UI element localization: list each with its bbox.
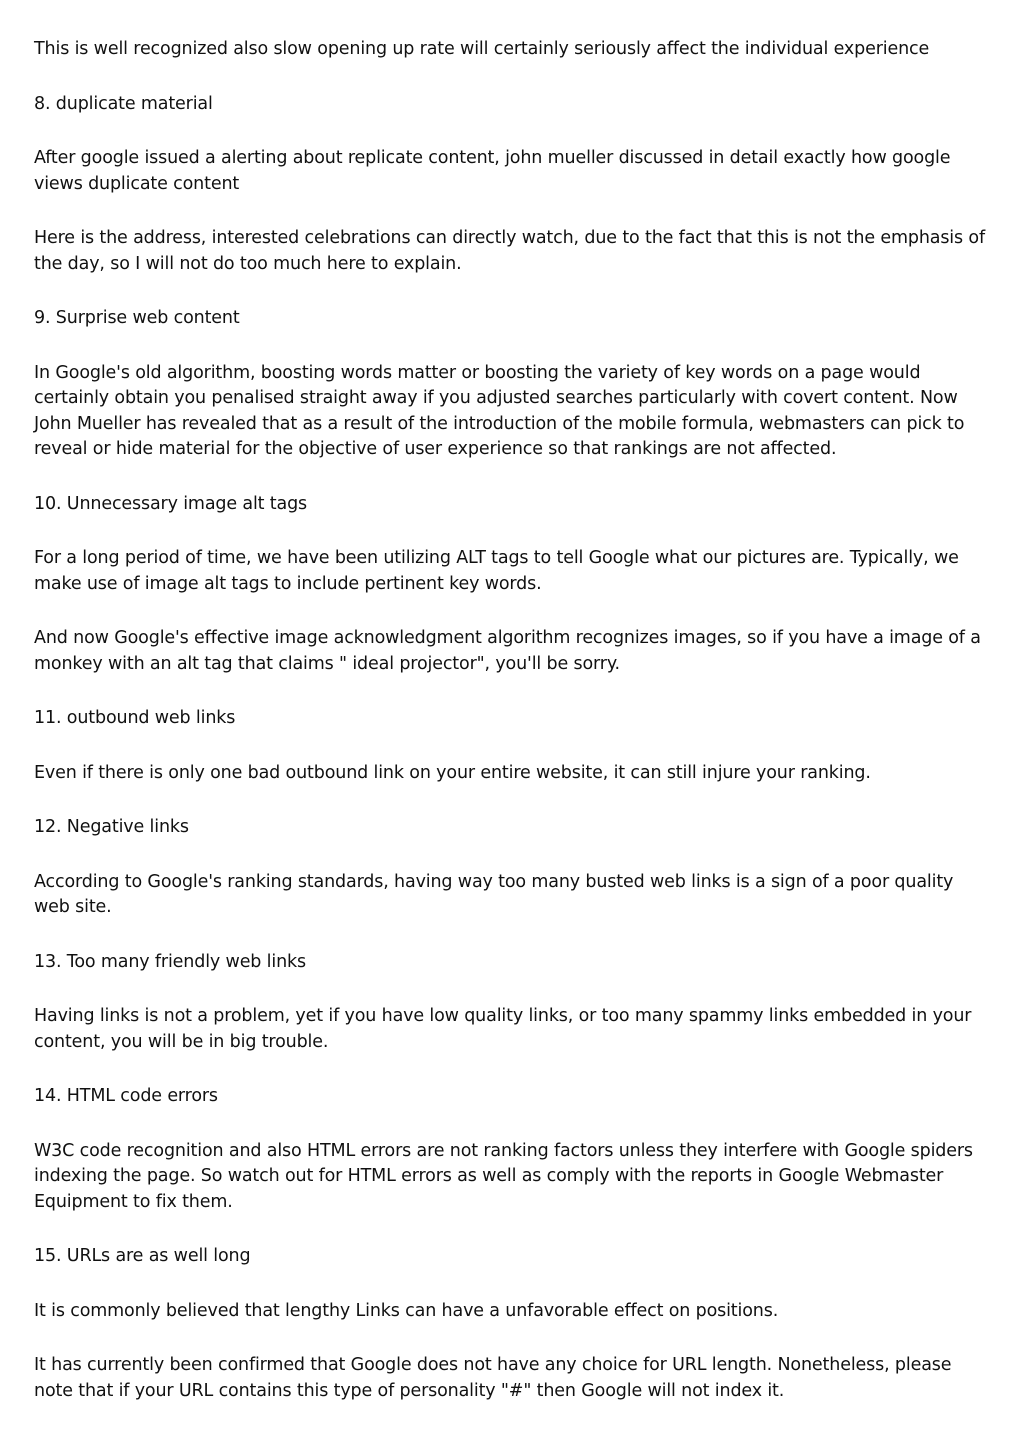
heading-html-errors: 14. HTML code errors bbox=[34, 1086, 218, 1106]
paragraph-intro: This is well recognized also slow opening up rate will certainly seriously affect the individual experience bbox=[34, 39, 930, 59]
paragraph-address: Here is the address, interested celebrations can directly watch, due to the fact that this is not the emphasis of the day, so I will not do too much here to explain. bbox=[34, 228, 985, 274]
paragraph-spammy-links: Having links is not a problem, yet if you have low quality links, or too many spammy links embedded in your content, you will be in big trouble. bbox=[34, 1006, 972, 1052]
heading-negative-links: 12. Negative links bbox=[34, 817, 189, 837]
heading-outbound-links: 11. outbound web links bbox=[34, 708, 236, 728]
paragraph-url-length: It has currently been confirmed that Google does not have any choice for URL length. Nonetheless, please note that if your URL contains this type of personality "#" then Google will not index it. bbox=[34, 1355, 952, 1401]
paragraph-alt-tags-usage: For a long period of time, we have been utilizing ALT tags to tell Google what our pictures are. Typically, we make use of image alt tags to include pertinent key words. bbox=[34, 548, 959, 594]
paragraph-duplicate-warning: After google issued a alerting about replicate content, john mueller discussed in detail exactly how google views duplicate content bbox=[34, 148, 951, 194]
paragraph-old-algorithm: In Google's old algorithm, boosting words matter or boosting the variety of key words on a page would certainly obtain you penalised straight away if you adjusted searches particularly with covert content. Now John Mueller has revealed that as a result of the introduction of the mobile formula, webmasters can pick to reveal or hide material for the objective of user experience so that rankings are not affected. bbox=[34, 362, 965, 459]
heading-duplicate-material: 8. duplicate material bbox=[34, 93, 213, 114]
paragraph-w3c-errors: W3C code recognition and also HTML errors are not ranking factors unless they interfere with Google spiders indexing the page. So watch out for HTML errors as well as comply with the reports in Google Webmaster Equipment to fix them. bbox=[34, 1140, 973, 1212]
paragraph-outbound-links: Even if there is only one bad outbound link on your entire website, it can still injure your ranking. bbox=[34, 762, 871, 783]
document-body bbox=[34, 37, 994, 1433]
heading-friendly-links: 13. Too many friendly web links bbox=[34, 951, 307, 972]
paragraph-image-recognition: And now Google's effective image acknowledgment algorithm recognizes images, so if you have a image of a monkey with an alt tag that claims " ideal projector", you'll be sorry. bbox=[34, 628, 981, 674]
heading-long-urls: 15. URLs are as well long bbox=[34, 1246, 251, 1266]
heading-surprise-content: 9. Surprise web content bbox=[34, 308, 240, 328]
paragraph-lengthy-links: It is commonly believed that lengthy Links can have a unfavorable effect on positions. bbox=[34, 1300, 779, 1321]
paragraph-broken-links: According to Google's ranking standards, having way too many busted web links is a sign of a poor quality web site. bbox=[34, 871, 954, 917]
heading-image-alt-tags: 10. Unnecessary image alt tags bbox=[34, 493, 308, 514]
